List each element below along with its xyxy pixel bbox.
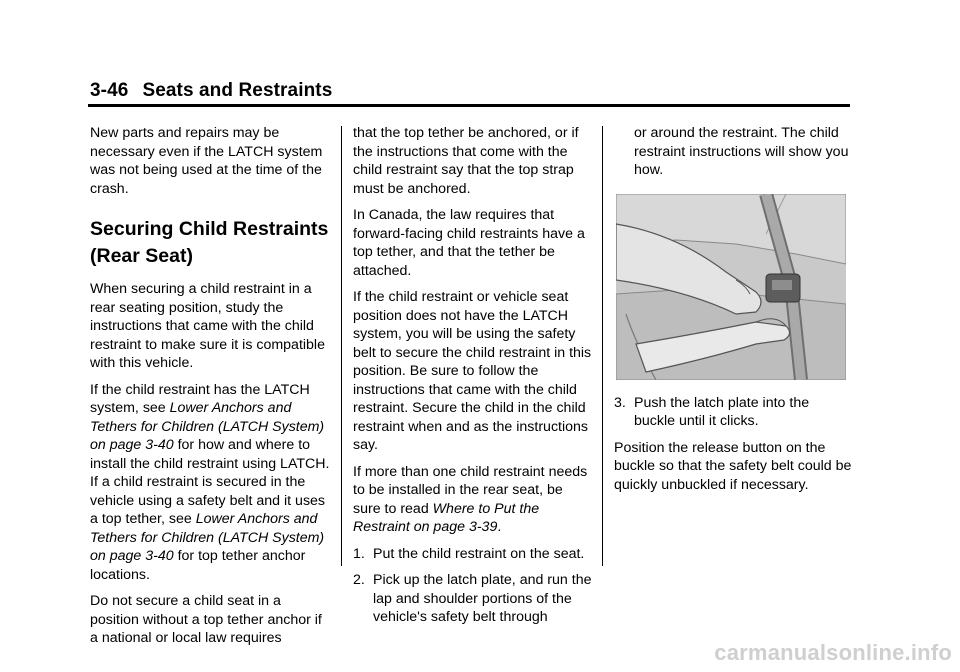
step-number: 1. [353, 545, 365, 562]
header-rule [88, 104, 850, 107]
watermark: carmanualsonline.info [714, 640, 952, 665]
text-run: If the child restraint has the LATCH system, see [90, 381, 310, 416]
text-run: If more than one child restraint needs to be installed in the rear seat, be sure to read [353, 463, 588, 517]
paragraph: When securing a child restraint in a rear seating position, study the instructions that came with the child restraint to make sure it is compatible with this vehicle. [90, 281, 325, 371]
text-run: for how and where to install the child restraint using LATCH. If a child restraint is secured in the vehicle using a safety belt and it uses a top tether, see [90, 437, 330, 527]
section-title: Seats and Restraints [142, 80, 333, 101]
paragraph [90, 381, 330, 585]
paragraph: or around the restraint. The child restraint instructions will show you how. [634, 125, 849, 178]
step-number: 2. [353, 572, 365, 588]
column-2 [353, 124, 593, 635]
step-number: 3. [614, 394, 626, 411]
page-header [90, 80, 332, 102]
paragraph: If the child restraint or vehicle seat position does not have the LATCH system, you will be using the safety belt to secure the child restraint in this position. Be sure to follow the instructions that came with the child restraint. Secure the child in the child restraint when and as the instructions say. [353, 289, 592, 453]
paragraph: Position the release button on the buckle so that the safety belt could be quickly unbuckled if necessary. [614, 439, 852, 493]
step-2 [353, 571, 593, 627]
step-text: Push the latch plate into the buckle until it clicks. [634, 394, 810, 429]
column-divider-2 [602, 126, 603, 566]
cross-reference-link[interactable]: Lower Anchors and Tethers for Children (LATCH System) on page 3-40 [90, 400, 325, 453]
column-1 [90, 124, 330, 656]
paragraph: Do not secure a child seat in a position without a top tether anchor if a national or local law requires [90, 593, 322, 646]
paragraph: New parts and repairs may be necessary even if the LATCH system was not being used at the time of the crash. [90, 125, 323, 197]
page-number: 3-46 [90, 80, 129, 101]
text-run: for top tether anchor locations. [90, 548, 306, 583]
paragraph: that the top tether be anchored, or if the instructions that come with the child restraint say that the top strap must be anchored. [353, 125, 579, 197]
step-3 [614, 394, 854, 431]
column-3 [614, 124, 854, 502]
step-1 [353, 545, 593, 564]
cross-reference-link[interactable]: Lower Anchors and Tethers for Children (LATCH System) on page 3-40 [90, 511, 325, 564]
paragraph [353, 463, 593, 537]
cross-reference-link[interactable]: Where to Put the Restraint on page 3-39 [353, 500, 540, 535]
step-text: Put the child restraint on the seat. [373, 545, 585, 562]
section-heading: Securing Child Restraints (Rear Seat) [90, 218, 329, 267]
step-text: Pick up the latch plate, and run the lap and shoulder portions of the vehicle's safety belt through [373, 572, 592, 625]
text-run: . [497, 519, 502, 535]
column-divider-1 [341, 126, 342, 566]
latch-plate-illustration [616, 194, 846, 380]
paragraph: In Canada, the law requires that forward-facing child restraints have a top tether, and that the tether be attached. [353, 207, 585, 279]
